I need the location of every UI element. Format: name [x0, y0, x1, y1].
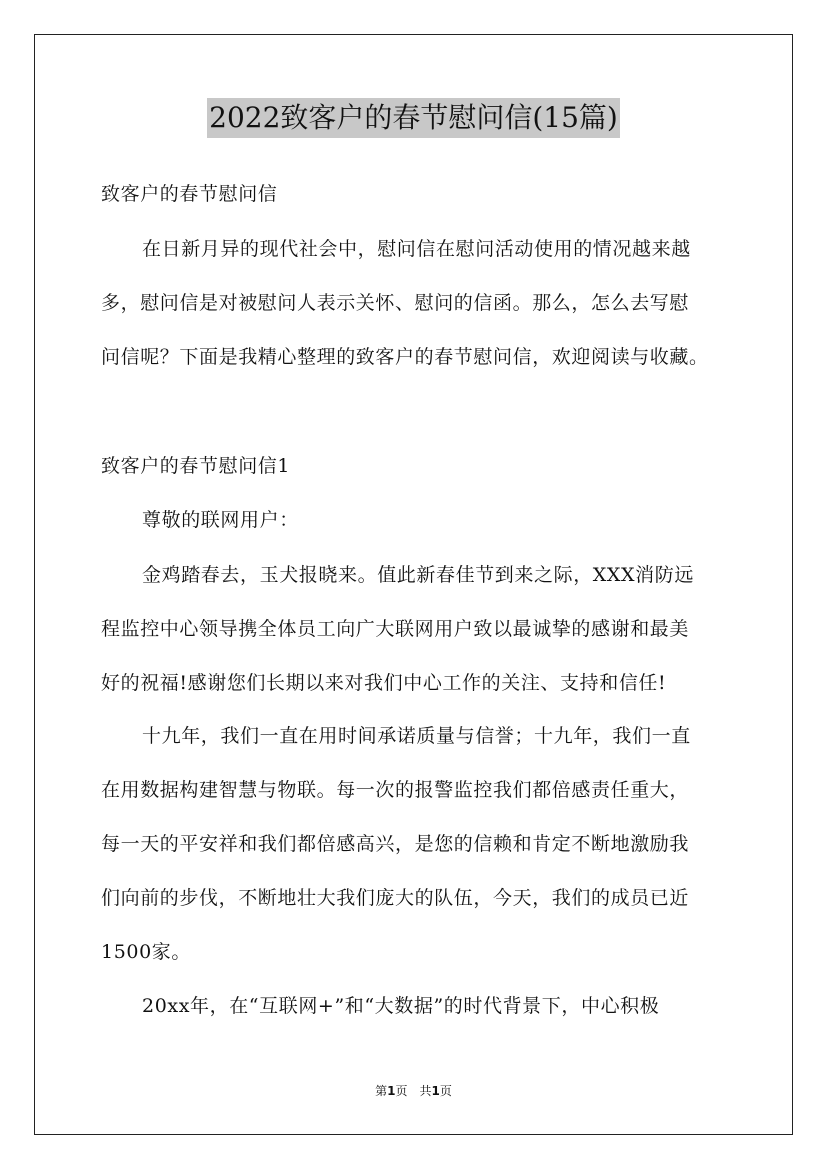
para-line: 1500家。 — [101, 941, 191, 963]
document-title: 2022致客户的春节慰问信(15篇) — [207, 98, 620, 138]
para-line: 们向前的步伐，不断地壮大我们庞大的队伍，今天，我们的成员已近 — [101, 887, 690, 909]
footer-prefix: 第 — [375, 1084, 388, 1098]
para-line: 在用数据构建智慧与物联。每一次的报警监控我们都倍感责任重大， — [101, 779, 690, 801]
para-line: 20xx年，在“互联网+”和“大数据”的时代背景下，中心积极 — [142, 995, 660, 1017]
footer-mid: 页 共 — [395, 1084, 432, 1098]
para-line: 每一天的平安祥和我们都倍感高兴，是您的信赖和肯定不断地激励我 — [101, 833, 690, 855]
para-line: 金鸡踏春去，玉犬报晓来。值此新春佳节到来之际，XXX消防远 — [142, 564, 694, 586]
para-line: 十九年，我们一直在用时间承诺质量与信誉；十九年，我们一直 — [142, 725, 691, 747]
footer-suffix: 页 — [439, 1084, 452, 1098]
title-wrap — [0, 98, 827, 138]
intro-line: 在日新月异的现代社会中，慰问信在慰问活动使用的情况越来越 — [142, 238, 691, 260]
para-line: 程监控中心领导携全体员工向广大联网用户致以最诚挚的感谢和最美 — [101, 618, 690, 640]
para-line: 好的祝福!感谢您们长期以来对我们中心工作的关注、支持和信任! — [101, 672, 667, 694]
intro-line: 多，慰问信是对被慰问人表示关怀、慰问的信函。那么，怎么去写慰 — [101, 292, 690, 314]
section-heading: 致客户的春节慰问信 — [101, 183, 278, 205]
page-footer — [0, 1083, 827, 1099]
footer-page-total: 1 — [431, 1084, 440, 1098]
salutation: 尊敬的联网用户： — [142, 509, 299, 531]
footer-page-number: 1 — [387, 1084, 396, 1098]
section-heading: 致客户的春节慰问信1 — [101, 455, 291, 477]
intro-line: 问信呢？下面是我精心整理的致客户的春节慰问信，欢迎阅读与收藏。 — [101, 346, 709, 368]
